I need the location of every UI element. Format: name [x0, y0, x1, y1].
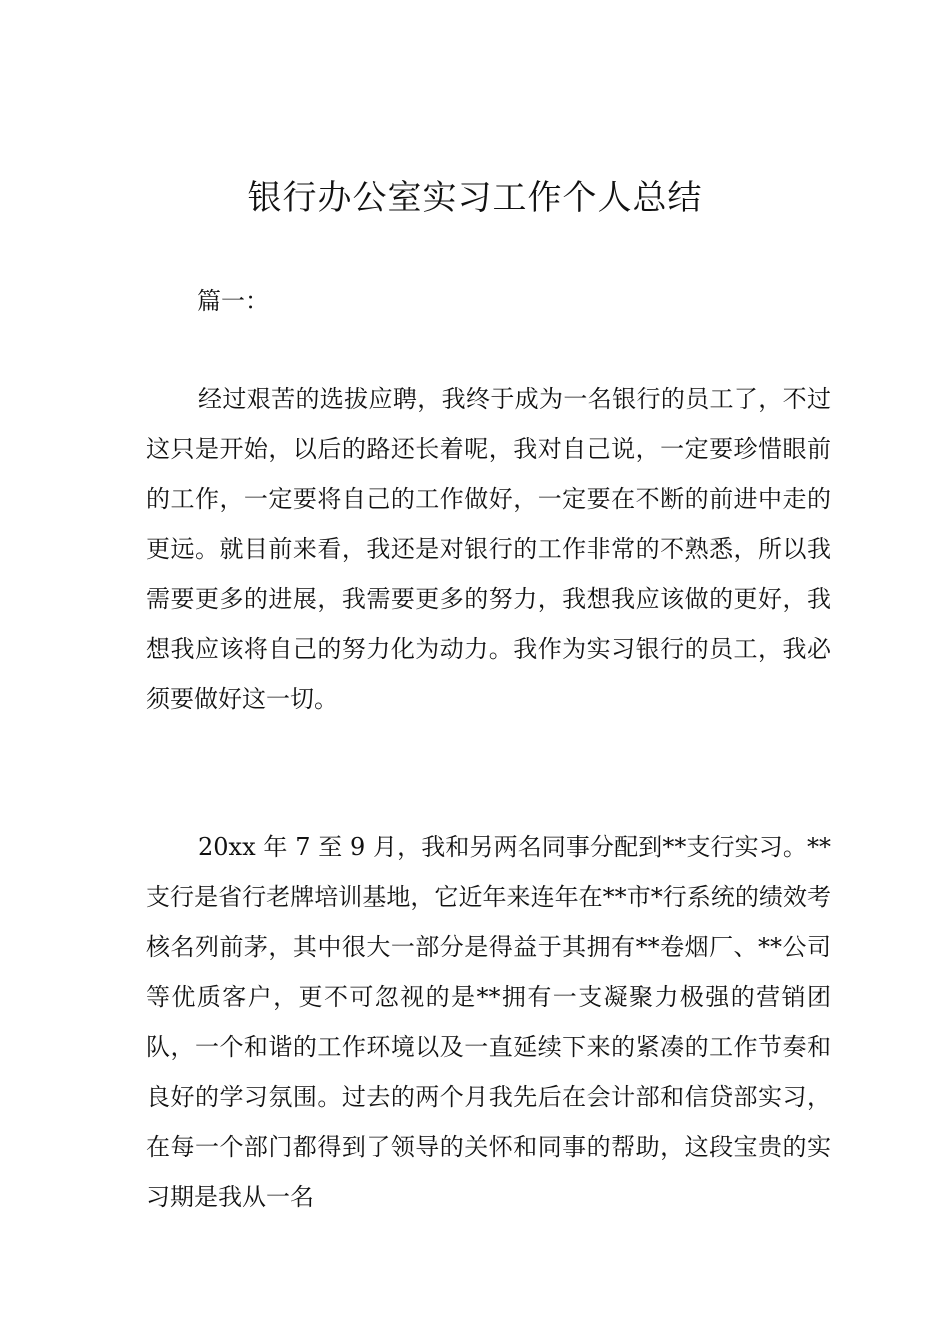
paragraph-2: 20xx 年 7 至 9 月，我和另两名同事分配到**支行实习。**支行是省行老牌培训基地，它近年来连年在**市*行系统的绩效考核名列前茅，其中很大一部分是得益于其拥有**卷烟厂、**公司等优质客户，更不可忽视的是**拥有一支凝聚力极强的营销团队，一个和谐的工作环境以及一直延续下来的紧凑的工作节奏和良好的学习氛围。过去的两个月我先后在会计部和信贷部实习，在每一个部门都得到了领导的关怀和同事的帮助，这段宝贵的实习期是我从一名	[146, 833, 831, 1211]
section-label: 篇一：	[197, 287, 269, 315]
paragraph-1: 经过艰苦的选拔应聘，我终于成为一名银行的员工了，不过这只是开始，以后的路还长着呢，我对自己说，一定要珍惜眼前的工作，一定要将自己的工作做好，一定要在不断的前进中走的更远。就目前来看，我还是对银行的工作非常的不熟悉，所以我需要更多的进展，我需要更多的努力，我想我应该做的更好，我想我应该将自己的努力化为动力。我作为实习银行的员工，我必须要做好这一切。	[146, 385, 831, 713]
document-title: 银行办公室实习工作个人总结	[247, 178, 703, 218]
